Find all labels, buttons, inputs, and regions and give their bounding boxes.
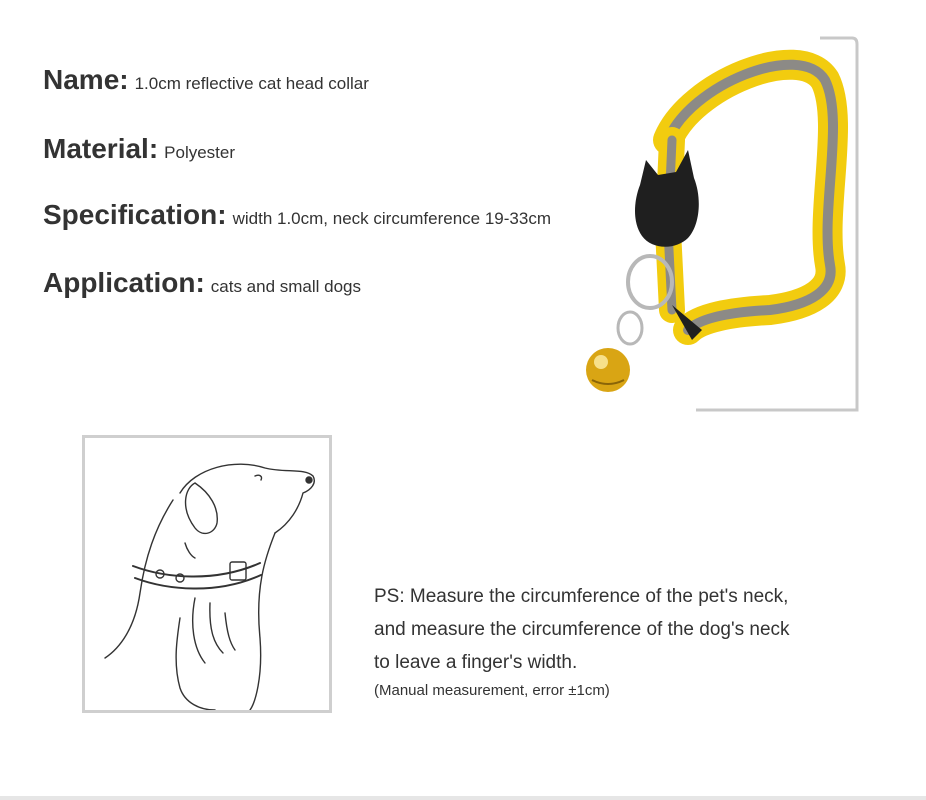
ps-line-1: PS: Measure the circumference of the pet's neck, bbox=[374, 586, 789, 607]
name-value: 1.0cm reflective cat head collar bbox=[134, 74, 369, 93]
ps-line-2: and measure the circumference of the dog's neck bbox=[374, 619, 790, 640]
ps-line-3: to leave a finger's width. bbox=[374, 652, 578, 673]
measurement-illustration-frame bbox=[82, 435, 332, 713]
material-value: Polyester bbox=[164, 143, 236, 162]
application-value: cats and small dogs bbox=[210, 277, 362, 296]
material-label: Material: bbox=[43, 133, 159, 164]
specification-value: width 1.0cm, neck circumference 19-33cm bbox=[232, 209, 551, 228]
bottom-divider bbox=[0, 796, 926, 800]
spec-row-specification bbox=[43, 199, 551, 231]
spec-row-name bbox=[43, 64, 369, 96]
spec-row-application bbox=[43, 267, 361, 299]
application-label: Application: bbox=[43, 267, 205, 298]
spec-row-material bbox=[43, 133, 235, 165]
ps-error-note: (Manual measurement, error ±1cm) bbox=[374, 682, 610, 699]
dog-collar-measurement-icon bbox=[85, 438, 329, 710]
specification-label: Specification: bbox=[43, 199, 227, 230]
name-label: Name: bbox=[43, 64, 129, 95]
measurement-note bbox=[374, 580, 894, 703]
